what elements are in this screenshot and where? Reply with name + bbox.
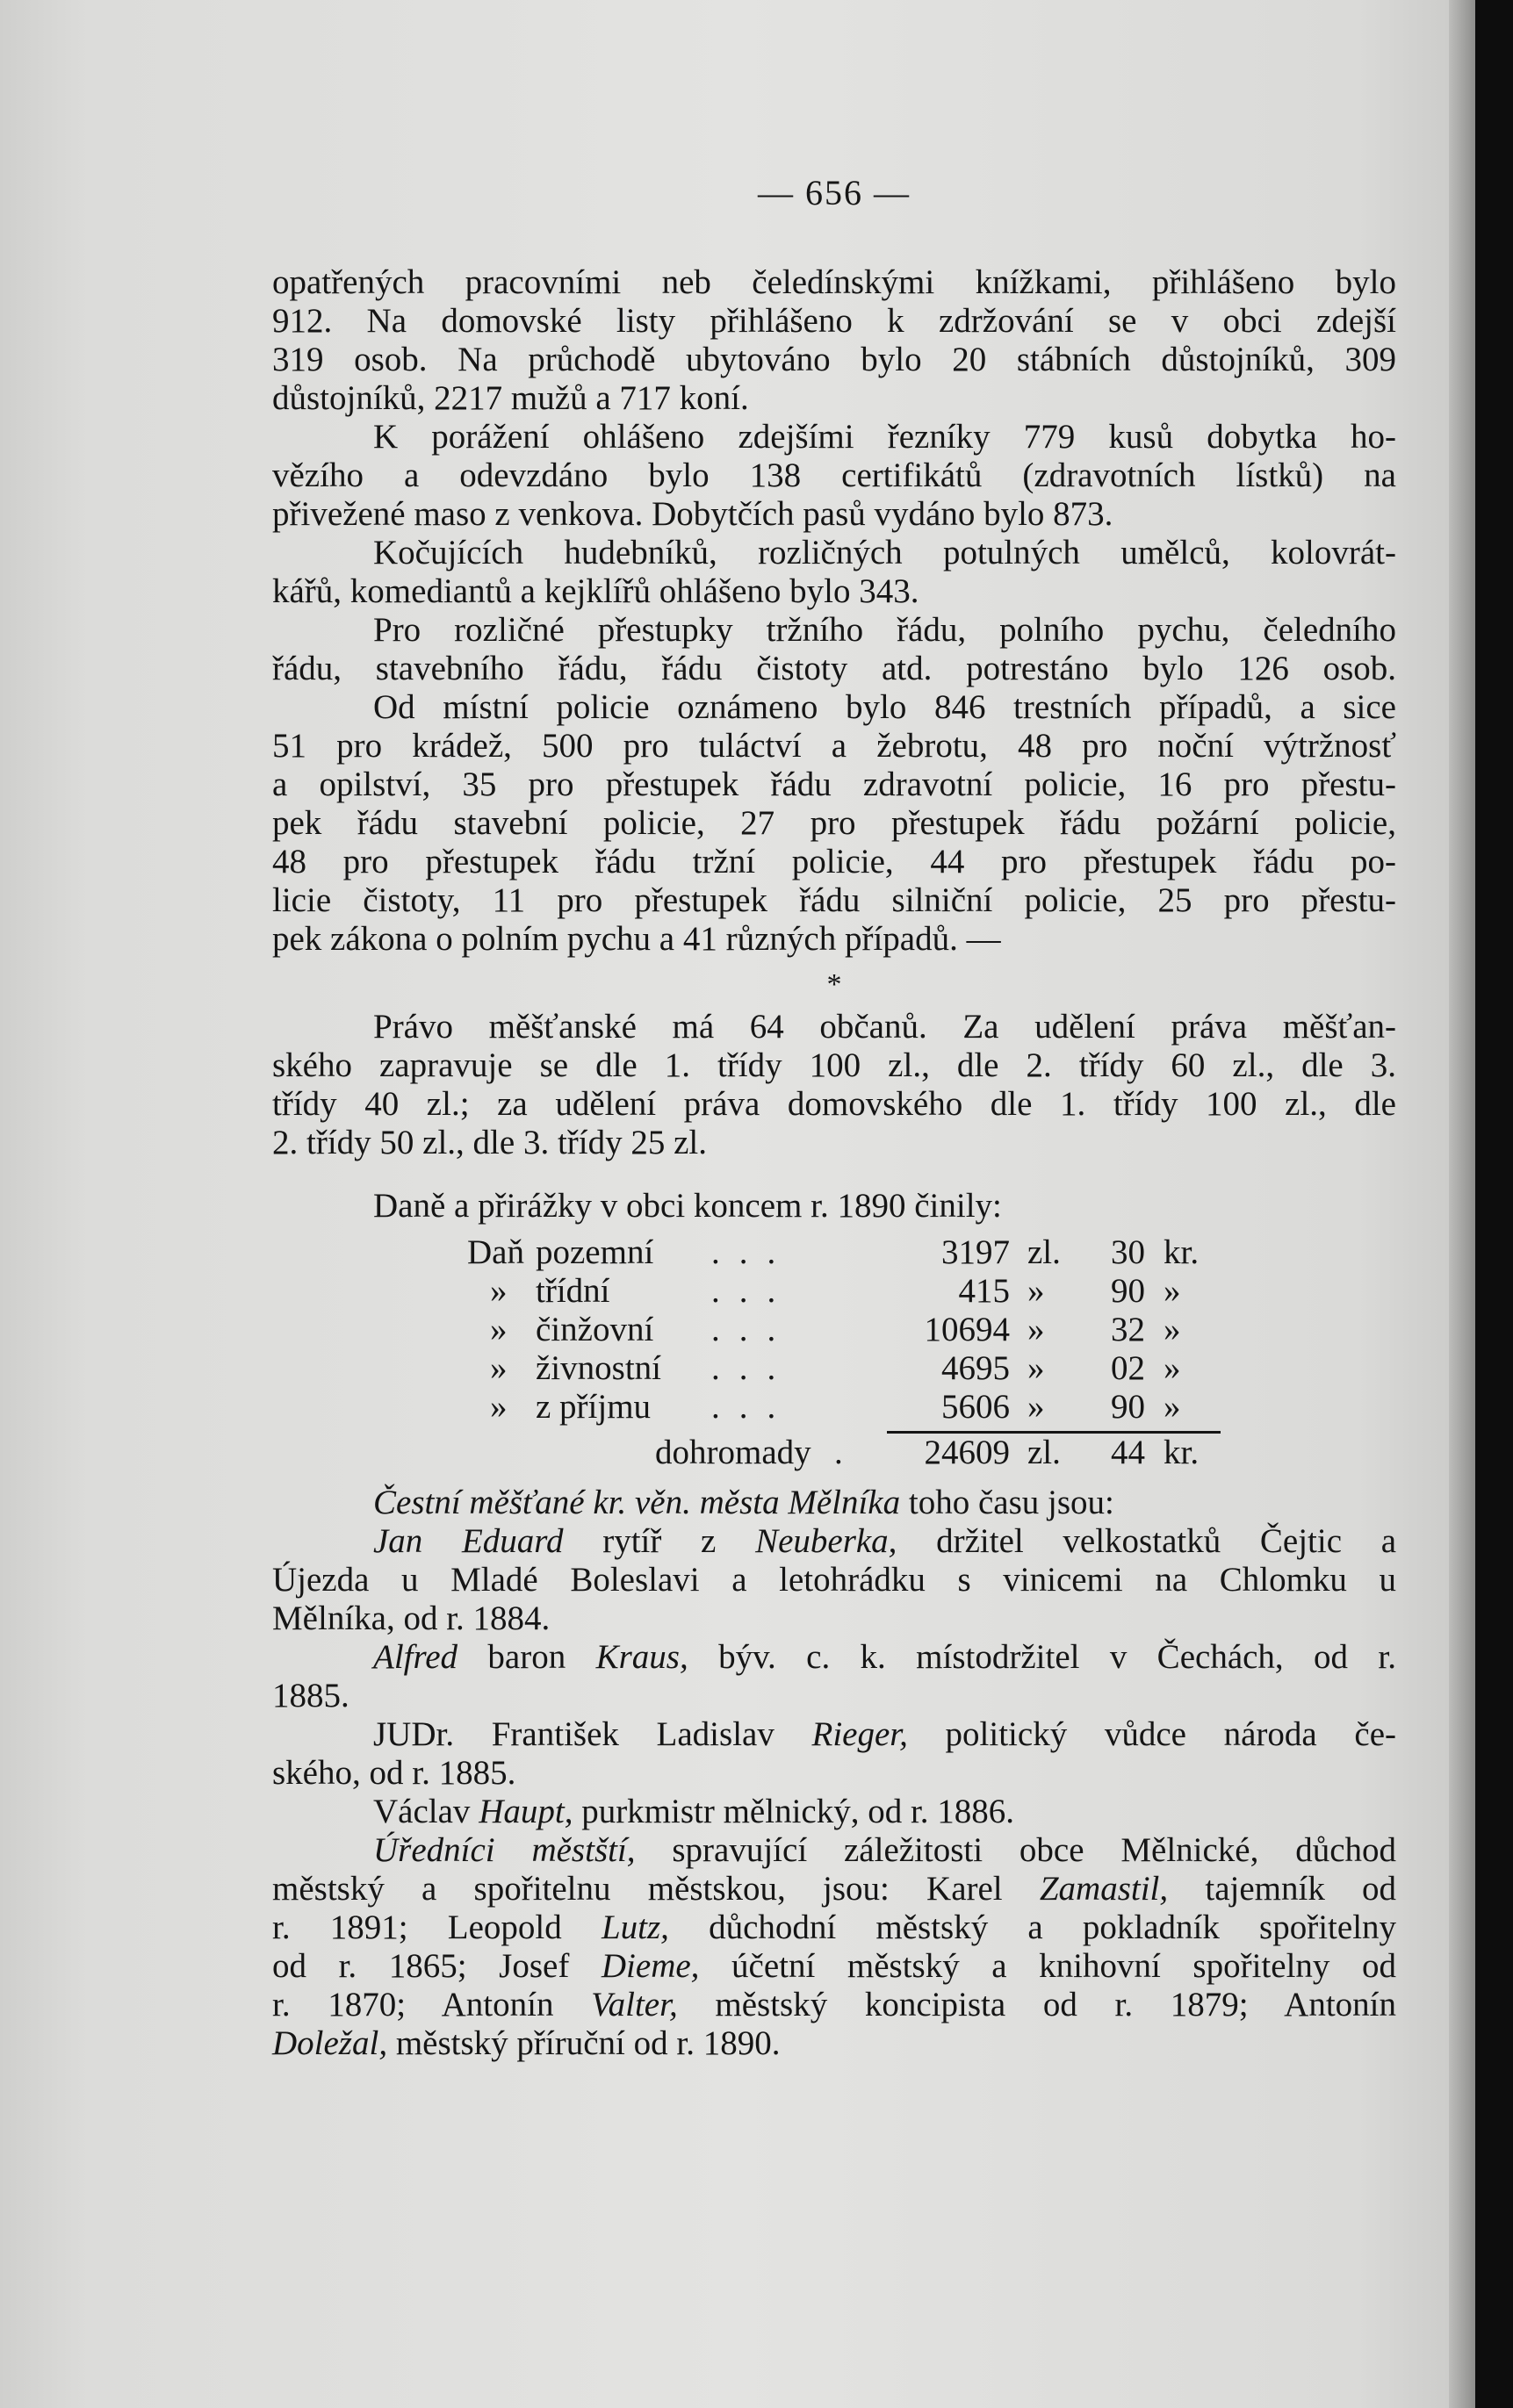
tax-name: pozemní xyxy=(536,1233,654,1271)
text-line xyxy=(272,1947,1396,1986)
text-line: Daně a přirážky v obci koncem r. 1890 činily: xyxy=(373,1187,1002,1225)
italic-text: Doležal, xyxy=(272,2024,388,2062)
tax-kr: » xyxy=(1164,1349,1181,1387)
tax-label: » xyxy=(490,1349,508,1387)
tax-intro xyxy=(272,1187,1396,1226)
tax-cents: 90 xyxy=(1111,1388,1145,1426)
italic-text: Zamastil, xyxy=(1039,1870,1169,1908)
text-fragment: městský a spořitelnu městskou, jsou: Karel xyxy=(272,1870,1003,1908)
text-fragment: městský koncipista od r. 1879; Antonín xyxy=(715,1986,1396,2023)
text-line xyxy=(272,1831,1396,1870)
citizen-2 xyxy=(272,1638,1396,1715)
italic-text: Lutz, xyxy=(601,1908,669,1946)
tax-dots: ... xyxy=(711,1233,796,1271)
tax-cents: 32 xyxy=(1111,1311,1145,1348)
tax-amount: 10694 xyxy=(924,1311,1010,1348)
text-line: Újezda u Mladé Boleslavi a letohrádku s vinicemi na Chlomku u xyxy=(272,1561,1396,1599)
text-fragment: účetní městský a knihovní spořitelny od xyxy=(731,1947,1396,1985)
text-fragment: spravující záležitosti obce Mělnické, důchod xyxy=(672,1831,1397,1869)
text-line xyxy=(272,1908,1396,1947)
citizen-3 xyxy=(272,1715,1396,1793)
tax-dots: ... xyxy=(711,1388,796,1426)
tax-total-amount: 24609 xyxy=(924,1434,1010,1471)
text-line: řádu, stavebního řádu, řádu čistoty atd. potrestáno bylo 126 osob. xyxy=(272,650,1396,687)
tax-total-row xyxy=(272,1434,1396,1472)
tax-kr: kr. xyxy=(1164,1233,1200,1271)
tax-amount: 3197 xyxy=(941,1233,1010,1271)
tax-row xyxy=(272,1311,1396,1349)
tax-name: činžovní xyxy=(536,1311,654,1348)
tax-label: » xyxy=(490,1388,508,1426)
tax-dots: ... xyxy=(711,1272,796,1310)
citizen-1 xyxy=(272,1522,1396,1638)
tax-label: Daň xyxy=(467,1233,524,1271)
italic-text: Valter, xyxy=(591,1986,678,2023)
text-fragment: rytíř z xyxy=(602,1522,717,1560)
scan-border xyxy=(1475,0,1513,2408)
page-edge-shadow xyxy=(1449,0,1475,2408)
paragraph-2 xyxy=(272,418,1396,534)
honorary-heading xyxy=(272,1484,1396,1522)
text-line: důstojníků, 2217 mužů a 717 koní. xyxy=(272,379,749,417)
tax-amount: 4695 xyxy=(941,1349,1010,1387)
text-line: K porážení ohlášeno zdejšími řezníky 779 kusů dobytka ho- xyxy=(373,418,1396,456)
tax-dots: ... xyxy=(711,1349,796,1387)
text-fragment: městský příruční od r. 1890. xyxy=(395,2024,781,2062)
tax-cents: 90 xyxy=(1111,1272,1145,1310)
tax-row xyxy=(272,1272,1396,1311)
tax-amount: 5606 xyxy=(941,1388,1010,1426)
text-fragment: baron xyxy=(487,1638,566,1676)
text-fragment: r. 1891; Leopold xyxy=(272,1908,562,1946)
text-line xyxy=(272,2024,1396,2063)
text-line: 48 pro přestupek řádu tržní policie, 44 pro přestupek řádu po- xyxy=(272,843,1396,881)
tax-row xyxy=(272,1388,1396,1427)
text-line: 912. Na domovské listy přihlášeno k zdržování se v obci zdejší xyxy=(272,302,1396,340)
tax-label: » xyxy=(490,1311,508,1348)
text-line: pek zákona o polním pychu a 41 různých případů. — xyxy=(272,920,1001,958)
citizen-4 xyxy=(272,1793,1396,1831)
page-number: — 656 — xyxy=(758,173,911,212)
paragraph-5 xyxy=(272,688,1396,959)
text-line: kářů, komediantů a kejklířů ohlášeno bylo 343. xyxy=(272,572,919,610)
text-line: pek řádu stavební policie, 27 pro přestupek řádu požární policie, xyxy=(272,804,1396,842)
italic-text: Haupt, xyxy=(479,1793,573,1830)
tax-unit: » xyxy=(1027,1311,1045,1348)
paragraph-4 xyxy=(272,611,1396,688)
text-line xyxy=(272,1638,1396,1677)
text-line: Právo měšťanské má 64 občanů. Za udělení práva měšťan- xyxy=(373,1008,1396,1046)
tax-kr: » xyxy=(1164,1388,1181,1426)
text-line: 51 pro krádež, 500 pro tuláctví a žebrotu, 48 pro noční výtržnosť xyxy=(272,727,1396,765)
text-line xyxy=(272,1870,1396,1908)
text-line: Od místní policie oznámeno bylo 846 trestních případů, a sice xyxy=(373,688,1396,726)
text-line: Kočujících hudebníků, rozličných potulných umělců, kolovrát- xyxy=(373,534,1396,571)
text-line: a opilství, 35 pro přestupek řádu zdravotní policie, 16 pro přestu- xyxy=(272,766,1396,803)
text-fragment: JUDr. František Ladislav xyxy=(373,1715,775,1753)
tax-cents: 30 xyxy=(1111,1233,1145,1271)
text-line xyxy=(272,1986,1396,2024)
text-line: 319 osob. Na průchodě ubytováno bylo 20 stábních důstojníků, 309 xyxy=(272,341,1396,378)
tax-name: třídní xyxy=(536,1272,610,1310)
text-fragment: býv. c. k. místodržitel v Čechách, od r. xyxy=(718,1638,1396,1676)
tax-unit: » xyxy=(1027,1388,1045,1426)
text-line: Pro rozličné přestupky tržního řádu, polního pychu, čeledního xyxy=(373,611,1396,649)
tax-label: » xyxy=(490,1272,508,1310)
italic-text: Čestní měšťané kr. věn. města Mělníka xyxy=(373,1484,901,1521)
text-fragment: r. 1870; Antonín xyxy=(272,1986,554,2023)
paragraph-1 xyxy=(272,263,1396,418)
text-fragment: tajemník od xyxy=(1205,1870,1397,1908)
paragraph-3 xyxy=(272,534,1396,611)
tax-total-label: dohromady xyxy=(655,1434,811,1471)
text-fragment: toho času jsou: xyxy=(908,1484,1114,1521)
tax-cents: 02 xyxy=(1111,1349,1145,1387)
text-line: přivežené maso z venkova. Dobytčích pasů vydáno bylo 873. xyxy=(272,495,1113,533)
italic-text: Jan Eduard xyxy=(373,1522,564,1560)
tax-kr: kr. xyxy=(1164,1434,1200,1471)
text-line: 2. třídy 50 zl., dle 3. třídy 25 zl. xyxy=(272,1124,708,1161)
text-line xyxy=(272,1522,1396,1561)
tax-unit: » xyxy=(1027,1272,1045,1310)
text-line xyxy=(272,1484,1396,1522)
italic-text: Alfred xyxy=(373,1638,458,1676)
text-fragment: od r. 1865; Josef xyxy=(272,1947,570,1985)
text-line xyxy=(272,1793,1396,1831)
tax-unit: zl. xyxy=(1027,1434,1061,1471)
tax-row xyxy=(272,1349,1396,1388)
text-line: Mělníka, od r. 1884. xyxy=(272,1599,551,1637)
italic-text: Úředníci městští, xyxy=(373,1831,636,1869)
text-fragment: purkmistr mělnický, od r. 1886. xyxy=(581,1793,1015,1830)
text-fragment: držitel velkostatků Čejtic a xyxy=(936,1522,1397,1560)
tax-kr: » xyxy=(1164,1272,1181,1310)
tax-row xyxy=(272,1233,1396,1272)
text-line: opatřených pracovními neb čeledínskými knížkami, přihlášeno bylo xyxy=(272,263,1396,301)
text-line: ského, od r. 1885. xyxy=(272,1754,516,1792)
text-fragment: politický vůdce národa če- xyxy=(945,1715,1396,1753)
text-line: třídy 40 zl.; za udělení práva domovského dle 1. třídy 100 zl., dle xyxy=(272,1085,1396,1123)
text-line xyxy=(272,1715,1396,1754)
tax-unit: zl. xyxy=(1027,1233,1061,1271)
paragraph-6 xyxy=(272,1008,1396,1162)
tax-amount: 415 xyxy=(958,1272,1010,1310)
text-line: vězího a odevzdáno bylo 138 certifikátů (zdravotních lístků) na xyxy=(272,456,1396,494)
tax-cents: 44 xyxy=(1111,1434,1145,1471)
section-separator: * xyxy=(826,968,842,1001)
text-fragment: Václav xyxy=(373,1793,471,1830)
text-line: licie čistoty, 11 pro přestupek řádu silniční policie, 25 pro přestu- xyxy=(272,881,1396,919)
tax-unit: » xyxy=(1027,1349,1045,1387)
italic-text: Neuberka, xyxy=(755,1522,897,1560)
officials-paragraph xyxy=(272,1831,1396,2063)
tax-name: z příjmu xyxy=(536,1388,652,1426)
italic-text: Dieme, xyxy=(601,1947,700,1985)
tax-kr: » xyxy=(1164,1311,1181,1348)
tax-dots: ... xyxy=(711,1311,796,1348)
text-line: 1885. xyxy=(272,1677,349,1714)
sum-rule xyxy=(887,1431,1221,1434)
italic-text: Kraus, xyxy=(595,1638,688,1676)
italic-text: Rieger, xyxy=(811,1715,908,1753)
text-fragment: důchodní městský a pokladník spořitelny xyxy=(709,1908,1397,1946)
tax-dots: . xyxy=(834,1434,843,1471)
tax-name: živnostní xyxy=(536,1349,661,1387)
text-line: ského zapravuje se dle 1. třídy 100 zl., dle 2. třídy 60 zl., dle 3. xyxy=(272,1046,1396,1084)
